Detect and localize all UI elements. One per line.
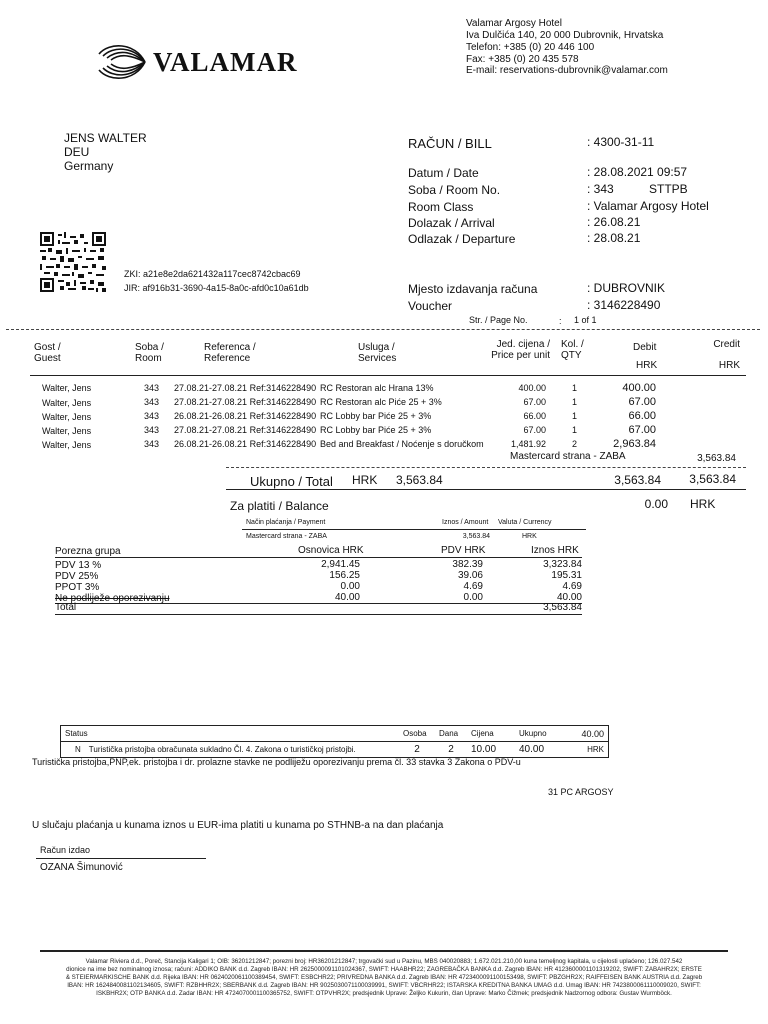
footer-line-5: ISKBHR2X; OTP BANKA d.d. Zadar IBAN: HR 4724070001100365752, SWIFT: OTPVHR2X; predsjednik Uprave: Željko Kukurin, član Uprave: Marko Čižmek; predsjednik Nadzornog odbora: Gustav Wurmböck. [96, 990, 672, 997]
payment-credit-row: 3,563.84 [697, 453, 736, 464]
row-room: 343 [144, 397, 160, 407]
tt-total-header: Ukupno [519, 729, 547, 738]
guest-country-code: DEU [64, 145, 90, 159]
departure-label: Odlazak / Departure [408, 232, 516, 246]
col-ref-header: Referenca / [204, 342, 256, 353]
tax-group: Ne podliježe oporezivanju [55, 593, 170, 604]
row-debit: 66.00 [628, 410, 656, 422]
qr-code-icon [40, 232, 106, 292]
col-guest-header-en: Guest [34, 353, 61, 364]
col-price-header: Jed. cijena / [496, 339, 550, 350]
issue-place-label: Mjesto izdavanja računa [408, 282, 538, 296]
tax-exemption-note: Turistička pristojba,PNP,ek. pristojba i dr. prolazne stavke ne podliježu oporezivanju prema čl. 33 stavka 3 Zakona o PDV-u [32, 757, 521, 767]
eur-payment-note: U slučaju plaćanja u kunama iznos u EUR-ima platiti u kunama po STHNB-a na dan plaćanja [32, 820, 444, 831]
total-amount: 3,563.84 [396, 473, 443, 487]
row-qty: 1 [572, 397, 578, 407]
col-credit-header-en: HRK [718, 360, 740, 371]
hotel-address: Iva Dulčića 140, 20 000 Dubrovnik, Hrvatska [466, 30, 664, 41]
row-room: 343 [144, 411, 160, 421]
bill-number-value: : 4300-31-11 [587, 135, 655, 149]
total-credit: 3,563.84 [689, 472, 736, 486]
operator-id: 31 PC ARGOSY [548, 787, 614, 797]
room-class-label: Room Class [408, 200, 474, 214]
row-debit: 67.00 [628, 424, 656, 436]
col-ref-header-en: Reference [204, 353, 251, 364]
col-service-header: Usluga / [358, 342, 395, 353]
tt-description: Turistička pristojba obračunata sukladno Čl. 4. Zakona o turističkoj pristojbi. [88, 745, 356, 754]
tax-vat: 4.69 [463, 581, 483, 592]
row-ref: 26.08.21-26.08.21 Ref:3146228490 [174, 411, 317, 421]
col-qty-header-en: QTY [561, 350, 582, 361]
balance-currency: HRK [690, 497, 716, 511]
footer-line-2: dionice na ime bez nominalnog iznosa; računi: ADDIKO BANK d.d. Zagreb IBAN: HR 2625000091101024367, SWIFT: HAABHR22; ZAGREBAČKA BANKA d.d. Zagreb IBAN: HR 4123600001101319202, SWIFT: ZABAHR2X; ERSTE [66, 966, 702, 973]
col-credit-header: Credit [713, 339, 740, 350]
payment-method-header: Način plaćanja / Payment [246, 519, 326, 526]
totals-top-line [226, 467, 746, 468]
payment-currency-header: Valuta / Currency [498, 519, 552, 526]
tax-amount: 195.31 [551, 570, 582, 581]
row-qty: 1 [572, 411, 578, 421]
departure-value: : 28.08.21 [587, 231, 641, 245]
tax-header-line [55, 557, 582, 558]
row-service: RC Lobby bar Piće 25 + 3% [320, 411, 432, 421]
total-currency: HRK [352, 473, 378, 487]
col-debit-header: Debit [633, 342, 657, 353]
totals-bottom-line [226, 489, 746, 490]
row-service: RC Restoran alc Piće 25 + 3% [320, 397, 442, 407]
row-qty: 1 [572, 425, 578, 435]
payment-header-line [242, 529, 586, 530]
row-price: 66.00 [523, 411, 546, 421]
tt-persons: 2 [414, 744, 420, 755]
row-service: Bed and Breakfast / Noćenje s doručkom [320, 439, 484, 449]
total-debit: 3,563.84 [614, 473, 661, 487]
date-label: Datum / Date [408, 166, 479, 180]
row-guest: Walter, Jens [42, 426, 92, 436]
tt-currency: HRK [587, 745, 604, 754]
header-bottom-line [30, 375, 746, 376]
row-ref: 27.08.21-27.08.21 Ref:3146228490 [174, 383, 317, 393]
row-room: 343 [144, 439, 160, 449]
row-debit: 400.00 [622, 382, 656, 394]
row-qty: 2 [572, 439, 578, 449]
col-qty-header: Kol. / [561, 339, 584, 350]
payment-method-row: Mastercard strana - ZABA [510, 451, 626, 462]
row-guest: Walter, Jens [42, 383, 92, 393]
row-room: 343 [144, 383, 160, 393]
tt-days-header: Dana [439, 729, 459, 738]
tax-total-line [55, 603, 582, 604]
row-guest: Walter, Jens [42, 398, 92, 408]
issued-by-name: OZANA Šimunović [40, 862, 123, 873]
arrival-label: Dolazak / Arrival [408, 216, 495, 230]
row-price: 67.00 [523, 397, 546, 407]
row-qty: 1 [572, 383, 578, 393]
guest-name: JENS WALTER [64, 131, 147, 145]
room-value: : 343 [587, 182, 614, 196]
page-label: Str. / Page No. [469, 315, 528, 325]
col-price-header-en: Price per unit [491, 350, 550, 361]
row-guest: Walter, Jens [42, 412, 92, 422]
row-ref: 27.08.21-27.08.21 Ref:3146228490 [174, 397, 317, 407]
room-label: Soba / Room No. [408, 183, 501, 197]
tax-base: 0.00 [340, 581, 360, 592]
zki-code: ZKI: a21e8e2da621432a117cec8742cbac69 [124, 269, 301, 279]
guest-country: Germany [64, 159, 114, 173]
tax-total-label: Total [55, 602, 77, 613]
row-price: 1,481.92 [510, 439, 546, 449]
signature-line [36, 858, 206, 859]
tax-vat: 0.00 [463, 592, 483, 603]
col-service-header-en: Services [358, 353, 397, 364]
legal-footer [44, 958, 724, 998]
tt-status: N [75, 745, 81, 754]
row-debit: 2,963.84 [613, 438, 656, 450]
payment-currency: HRK [522, 533, 537, 540]
footer-line-3: & STEIERMARKISCHE BANK d.d. Rijeka IBAN: HR 0624020061100389454, SWIFT: ESBCHR22; PRIVREDNA BANKA d.d. Zagreb IBAN: HR 4723400091100153498, SWIFT: PBZGHR2X; RAIFFEISEN BANK AUSTRIA d.d. Zagreb [65, 974, 703, 981]
row-service: RC Restoran alc Hrana 13% [320, 383, 434, 393]
row-ref: 26.08.21-26.08.21 Ref:3146228490 [174, 439, 317, 449]
arrival-value: : 26.08.21 [587, 215, 641, 229]
tax-base-header: Osnovica HRK [298, 545, 364, 556]
tax-bottom-line [55, 614, 582, 615]
row-room: 343 [144, 425, 160, 435]
payment-method: Mastercard strana - ZABA [246, 533, 327, 540]
header-top-line [6, 329, 760, 330]
col-debit-header-en: HRK [636, 360, 658, 371]
tax-amount: 4.69 [562, 581, 582, 592]
balance-label: Za platiti / Balance [230, 499, 329, 513]
bill-number-label: RAČUN / BILL [408, 136, 492, 151]
tt-price: 10.00 [471, 744, 497, 755]
hotel-fax: Fax: +385 (0) 20 435 578 [466, 54, 579, 65]
tax-base: 156.25 [329, 570, 360, 581]
voucher-label: Voucher [408, 299, 453, 313]
payment-amount-header: Iznos / Amount [442, 519, 489, 526]
tax-amount: 40.00 [556, 592, 582, 603]
tt-total: 40.00 [519, 744, 545, 755]
col-room-header-en: Room [135, 353, 162, 364]
hotel-email: E-mail: reservations-dubrovnik@valamar.com [466, 65, 668, 76]
tax-group: PDV 13 % [55, 560, 102, 571]
footer-line-4: IBAN: HR 1624840081102134605, SWIFT: RZBHHR2X; SBERBANK d.d. Zagreb IBAN: HR 9025030071100039991, SWIFT: VBCRHR22; ISTARSKA KREDITNA BANKA UMAG d.d. Umag IBAN: HR 7423800061110009020, SWIFT: [67, 982, 701, 989]
brand-logo-text: VALAMAR [153, 47, 298, 77]
valamar-swirl-icon [95, 40, 149, 84]
payment-amount: 3,563.84 [462, 533, 490, 540]
tax-vat: 39.06 [457, 570, 483, 581]
tax-amount: 3,323.84 [543, 559, 582, 570]
page-value: 1 of 1 [574, 315, 597, 325]
hotel-phone: Telefon: +385 (0) 20 446 100 [466, 42, 595, 53]
tax-group: PDV 25% [55, 571, 99, 582]
date-value: : 28.08.2021 09:57 [587, 165, 688, 179]
total-label: Ukupno / Total [250, 474, 333, 489]
row-price: 67.00 [523, 425, 546, 435]
col-room-header: Soba / [135, 342, 164, 353]
tourist-tax-table [60, 725, 609, 758]
table-row [61, 742, 609, 758]
voucher-value: : 3146228490 [587, 298, 661, 312]
col-guest-header: Gost / [34, 342, 61, 353]
jir-code: JIR: af916b31-3690-4a15-8a0c-afd0c10a61db [124, 283, 309, 293]
page-separator: : [559, 316, 562, 326]
tax-group-header: Porezna grupa [55, 546, 121, 557]
tax-vat-header: PDV HRK [441, 545, 486, 556]
row-price: 400.00 [518, 383, 546, 393]
room-class-value: : Valamar Argosy Hotel [587, 199, 709, 213]
tt-days: 2 [448, 744, 454, 755]
tax-amount-header: Iznos HRK [531, 545, 579, 556]
issue-place-value: : DUBROVNIK [587, 281, 666, 295]
footer-line [40, 950, 728, 952]
issued-by-label: Račun izdao [40, 845, 91, 855]
room-type: STTPB [649, 182, 688, 196]
footer-line-1: Valamar Riviera d.d., Poreč, Stancija Kaligari 1; OIB: 36201212847; porezni broj: HR36201212847; trgovački sud u Pazinu, MBS 040020883; 1.672.021.210,00 kuna temeljnog kapitala, u cijelosti uplaćeno; 126.027.542 [85, 958, 683, 965]
tt-persons-header: Osoba [403, 729, 427, 738]
tax-base: 40.00 [334, 592, 360, 603]
tax-total-amount: 3,563.84 [543, 602, 582, 613]
row-service: RC Lobby bar Piće 25 + 3% [320, 425, 432, 435]
tt-price-header: Cijena [471, 729, 494, 738]
row-debit: 67.00 [628, 396, 656, 408]
tt-status-header: Status [65, 729, 88, 738]
row-guest: Walter, Jens [42, 440, 92, 450]
tax-base: 2,941.45 [321, 559, 360, 570]
row-ref: 27.08.21-27.08.21 Ref:3146228490 [174, 425, 317, 435]
tt-sum-header: 40.00 [581, 728, 604, 739]
tax-vat: 382.39 [452, 559, 483, 570]
hotel-name: Valamar Argosy Hotel [466, 18, 562, 29]
balance-amount: 0.00 [644, 497, 668, 511]
tt-desc-cell [61, 742, 400, 758]
tax-group: PPOT 3% [55, 582, 100, 593]
